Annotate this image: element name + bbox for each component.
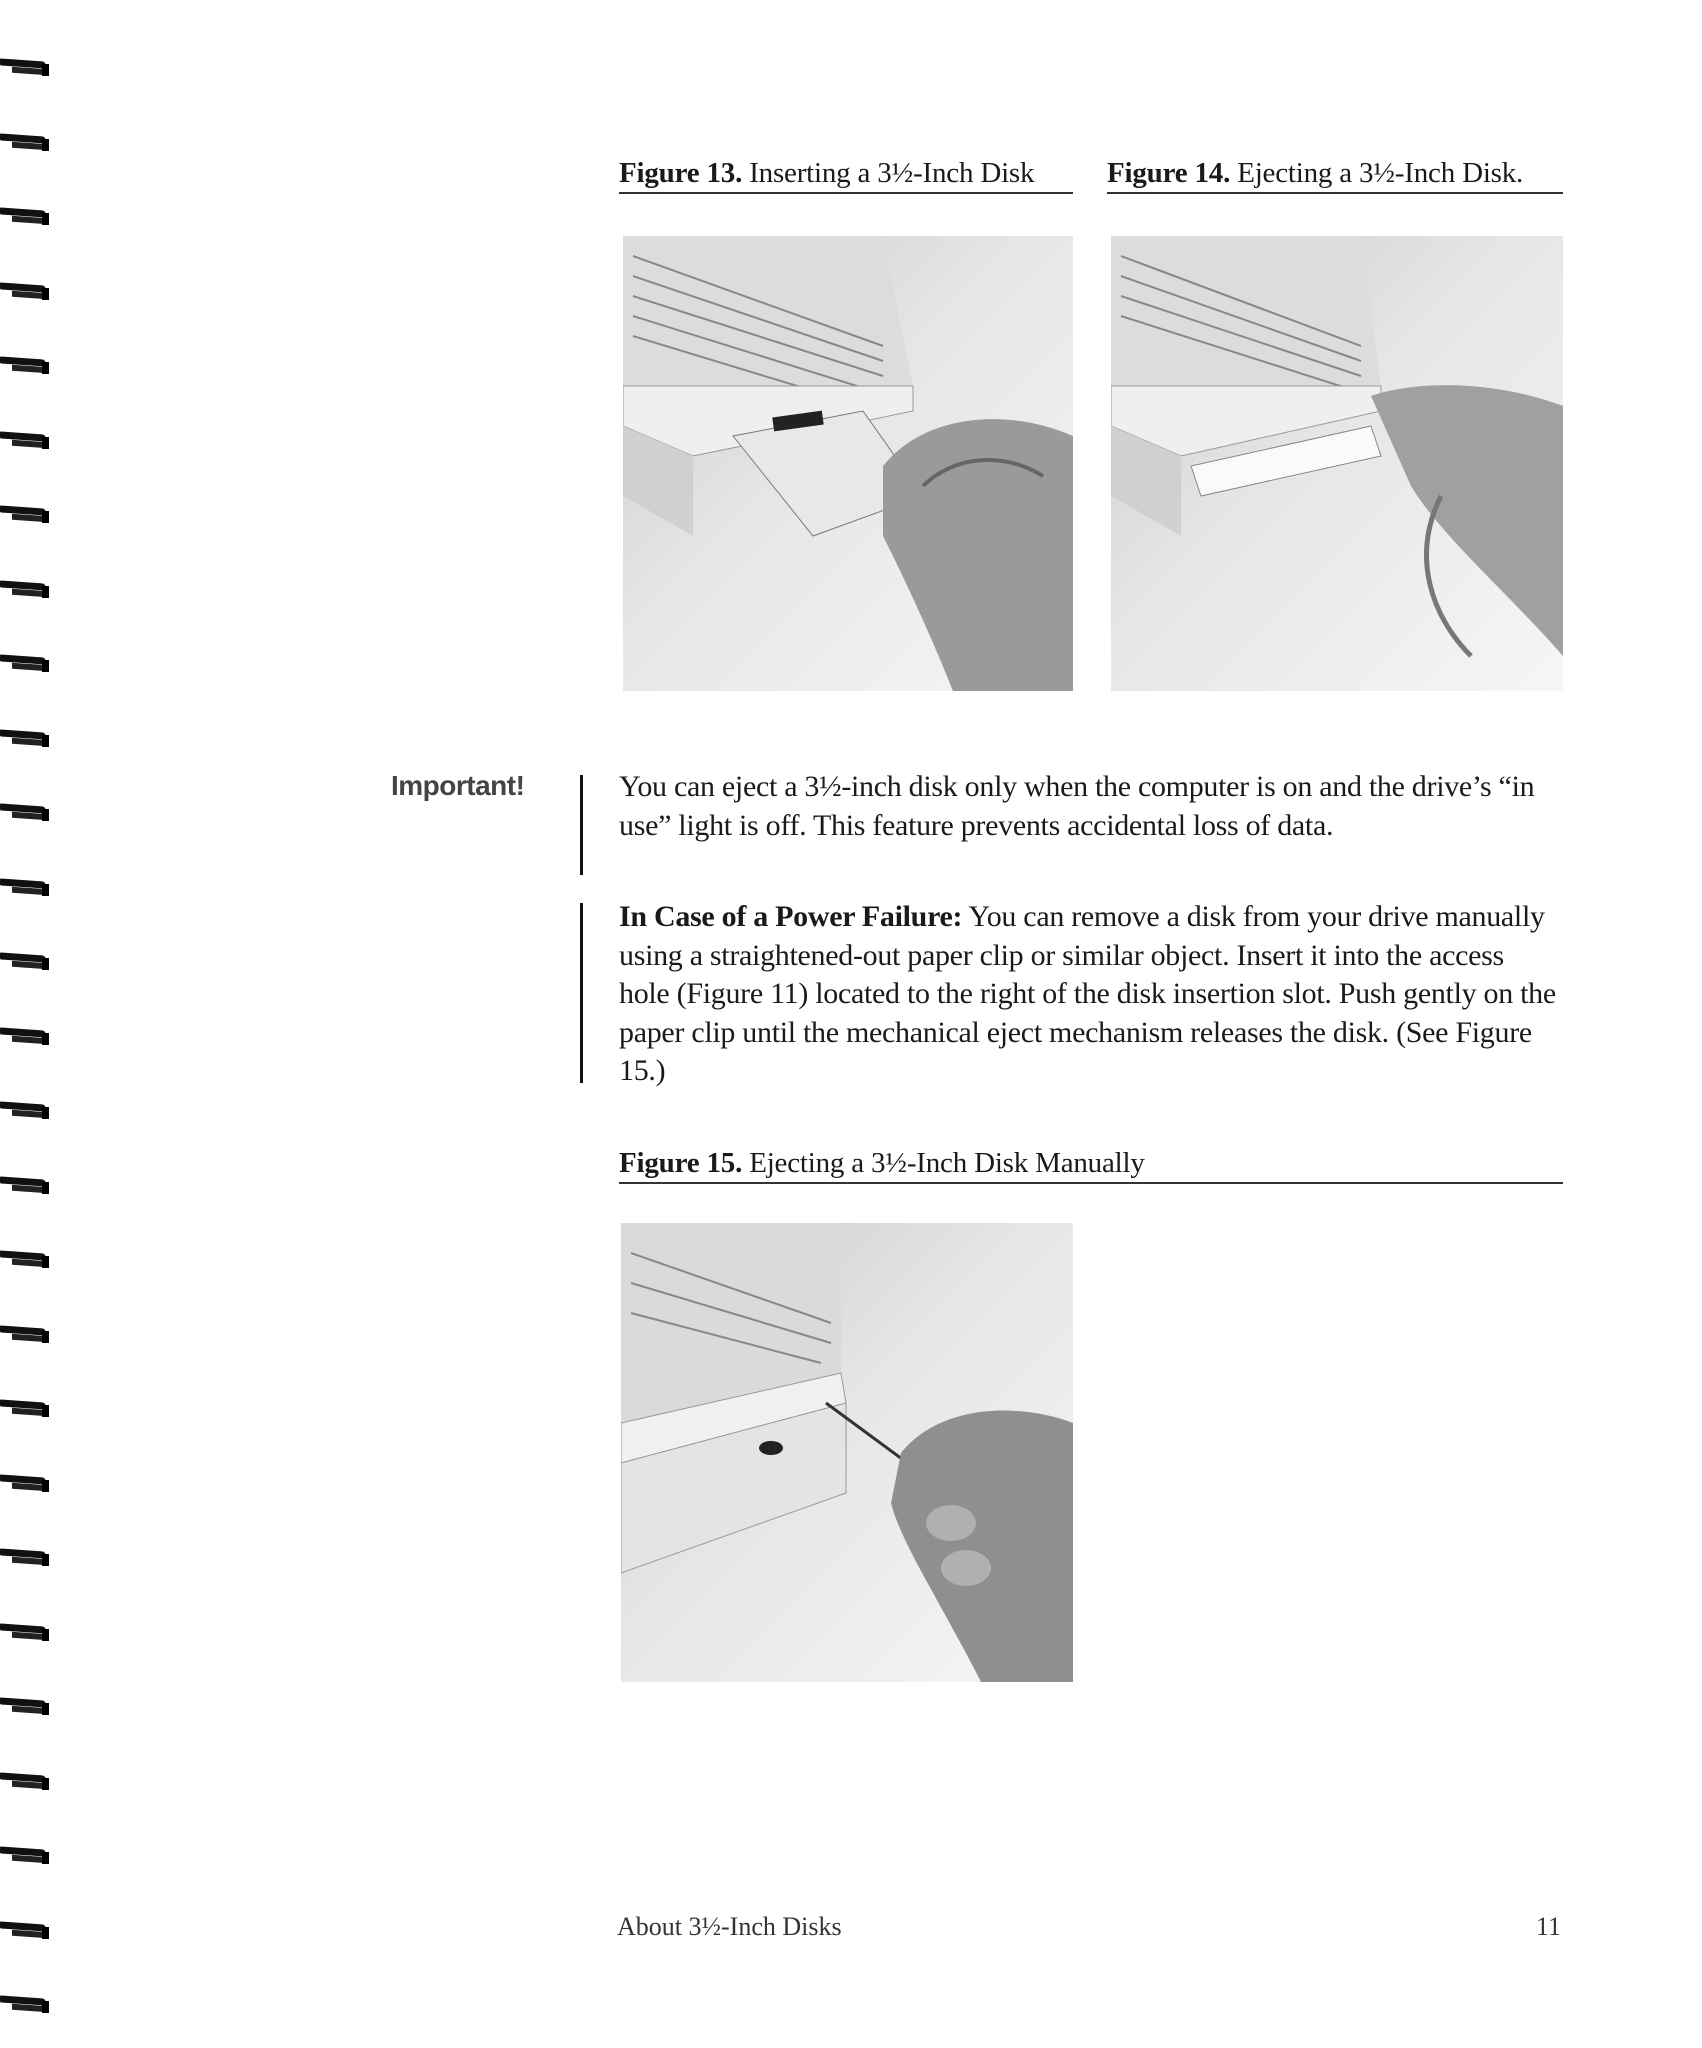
power-failure-heading: In Case of a Power Failure: (619, 900, 963, 933)
page-number: 11 (1536, 1912, 1562, 1941)
binding-ring (0, 952, 50, 970)
photo-manual-eject (621, 1223, 1073, 1682)
figure-15-title: Ejecting a 3½-Inch Disk Manually (749, 1147, 1145, 1179)
binding-ring (0, 1399, 50, 1417)
binding-ring (0, 1995, 50, 2013)
binding-ring (0, 580, 50, 598)
figure-14-number: Figure 14. (1107, 157, 1231, 189)
figure-15-caption (619, 1146, 1563, 1184)
binding-ring (0, 58, 50, 76)
figure-14-title: Ejecting a 3½-Inch Disk. (1237, 157, 1524, 189)
important-label: Important! (391, 770, 525, 801)
binding-ring (0, 505, 50, 523)
power-failure-side-bar (580, 903, 583, 1083)
binding-ring (0, 1325, 50, 1343)
binding-ring (0, 1697, 50, 1715)
binding-ring (0, 729, 50, 747)
binding-ring (0, 1027, 50, 1045)
binding-ring (0, 1846, 50, 1864)
figure-15-number: Figure 15. (619, 1147, 743, 1179)
important-side-bar (580, 775, 583, 875)
binding-ring (0, 1548, 50, 1566)
binding-ring (0, 1101, 50, 1119)
binding-ring (0, 1623, 50, 1641)
photo-inserting-disk (623, 236, 1073, 691)
figure-13-title: Inserting a 3½-Inch Disk (749, 157, 1035, 189)
binding-ring (0, 1772, 50, 1790)
spiral-binding (0, 0, 60, 2048)
binding-ring (0, 878, 50, 896)
power-failure-paragraph (619, 898, 1559, 1091)
binding-ring (0, 133, 50, 151)
power-failure-text: You can remove a disk from your drive manually using a straightened-out paper clip or similar object. Insert it into the access hole (Figure 11) located to the right of the disk insertion slot. Push gently on the paper clip until the mechanical eject mechanism releases the disk. (See Figure 15.) (619, 900, 1556, 1087)
binding-ring (0, 1250, 50, 1268)
binding-ring (0, 1474, 50, 1492)
figure-14-caption (1107, 156, 1563, 194)
binding-ring (0, 1176, 50, 1194)
binding-ring (0, 803, 50, 821)
photo-ejecting-disk (1111, 236, 1563, 691)
figure-13-caption (619, 156, 1073, 194)
binding-ring (0, 654, 50, 672)
footer-section-title: About 3½-Inch Disks (617, 1912, 842, 1941)
binding-ring (0, 1921, 50, 1939)
binding-ring (0, 282, 50, 300)
binding-ring (0, 207, 50, 225)
figure-13-number: Figure 13. (619, 157, 743, 189)
important-paragraph: You can eject a 3½-inch disk only when the computer is on and the drive’s “in use” light is off. This feature prevents accidental loss of data. (619, 770, 1535, 842)
binding-ring (0, 356, 50, 374)
binding-ring (0, 431, 50, 449)
